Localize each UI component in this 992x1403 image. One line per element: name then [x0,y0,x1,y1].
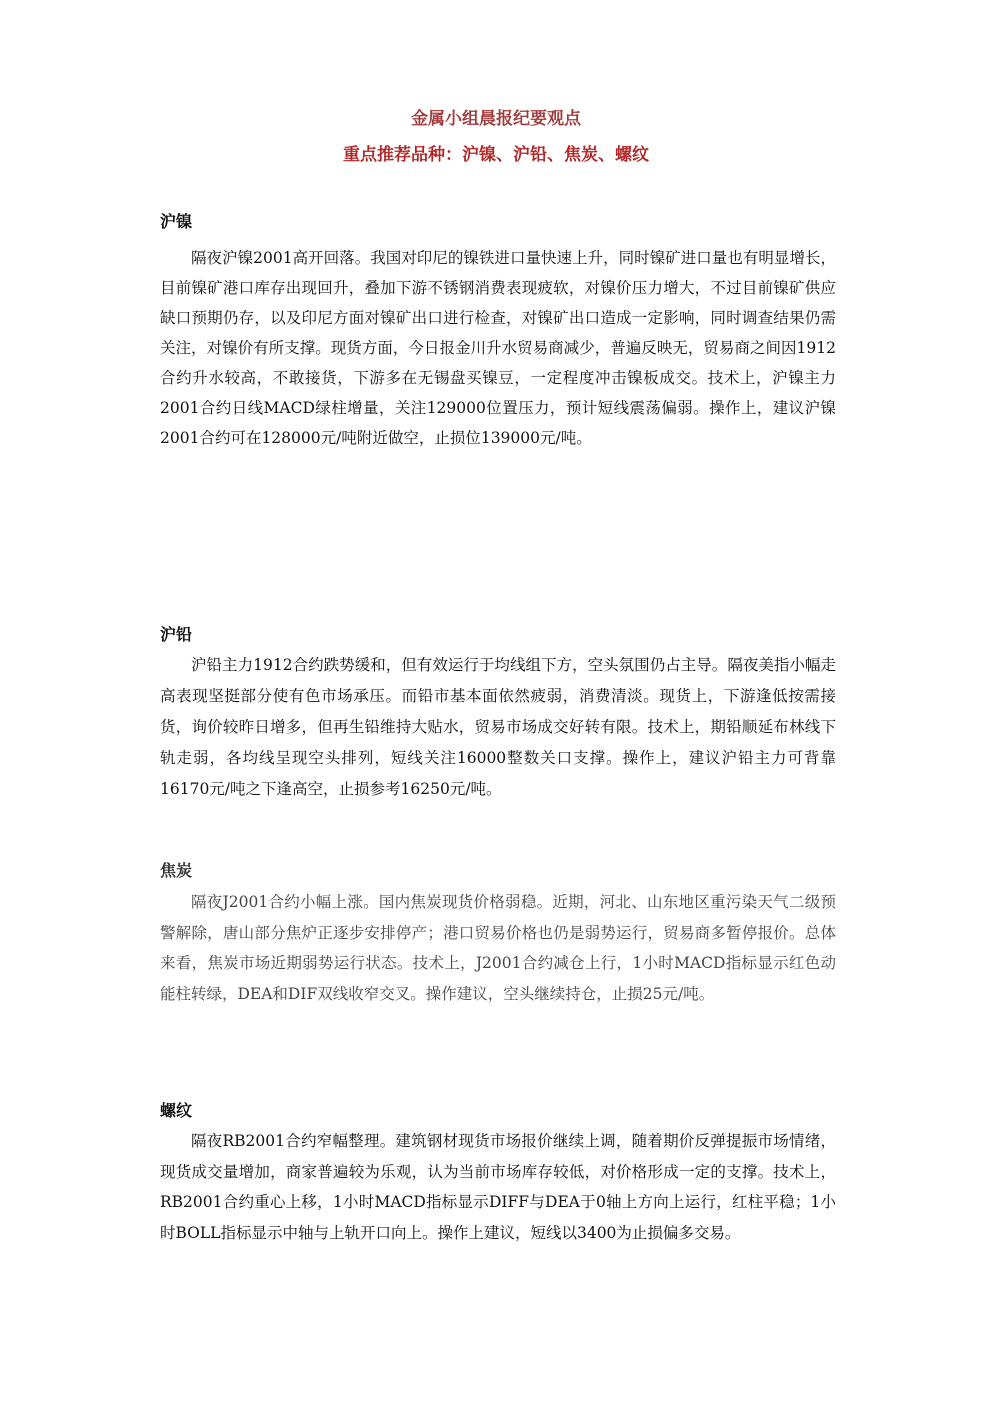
section-body-lead: 沪铅主力1912合约跌势缓和，但有效运行于均线组下方，空头氛围仍占主导。隔夜美指小幅走高表现坚挺部分使有色市场承压。而铅市基本面依然疲弱，消费清淡。现货上，下游逢低按需接货，询价较昨日增多，但再生铅维持大贴水，贸易市场成交好转有限。技术上，期铅顺延布林线下轨走弱，各均线呈现空头排列，短线关注16000整数关口支撑。操作上，建议沪铅主力可背靠16170元/吨之下逢高空，止损参考16250元/吨。 [160,656,836,798]
document-title: 金属小组晨报纪要观点 [411,109,581,129]
section-heading-nickel: 沪镍 [160,212,193,231]
document-subtitle: 重点推荐品种：沪镍、沪铅、焦炭、螺纹 [343,145,649,165]
section-body-coke: 隔夜J2001合约小幅上涨。国内焦炭现货价格弱稳。近期，河北、山东地区重污染天气二级预警解除，唐山部分焦炉正逐步安排停产；港口贸易价格也仍是弱势运行，贸易商多暂停报价。总体来看，焦炭市场近期弱势运行状态。技术上，J2001合约减仓上行，1小时MACD指标显示红色动能柱转绿，DEA和DIF双线收窄交叉。操作建议，空头继续持仓，止损25元/吨。 [160,893,836,1003]
section-heading-lead: 沪铅 [160,625,193,644]
section-heading-coke: 焦炭 [160,861,193,880]
section-body-rebar: 隔夜RB2001合约窄幅整理。建筑钢材现货市场报价继续上调，随着期价反弹提振市场情绪，现货成交量增加，商家普遍较为乐观，认为当前市场库存较低，对价格形成一定的支撑。技术上，RB2001合约重心上移，1小时MACD指标显示DIFF与DEA于0轴上方向上运行，红柱平稳；1小时BOLL指标显示中轴与上轨开口向上。操作上建议，短线以3400为止损偏多交易。 [160,1132,836,1242]
section-heading-rebar: 螺纹 [160,1101,193,1120]
section-body-nickel: 隔夜沪镍2001高开回落。我国对印尼的镍铁进口量快速上升，同时镍矿进口量也有明显增长，目前镍矿港口库存出现回升，叠加下游不锈钢消费表现疲软，对镍价压力增大，不过目前镍矿供应缺口预期仍存，以及印尼方面对镍矿出口进行检查，对镍矿出口造成一定影响，同时调查结果仍需关注，对镍价有所支撑。现货方面，今日报金川升水贸易商减少，普遍反映无，贸易商之间因1912合约升水较高，不敢接货，下游多在无锡盘买镍豆，一定程度冲击镍板成交。技术上，沪镍主力2001合约日线MACD绿柱增量，关注129000位置压力，预计短线震荡偏弱。操作上，建议沪镍2001合约可在128000元/吨附近做空，止损位139000元/吨。 [160,249,836,447]
